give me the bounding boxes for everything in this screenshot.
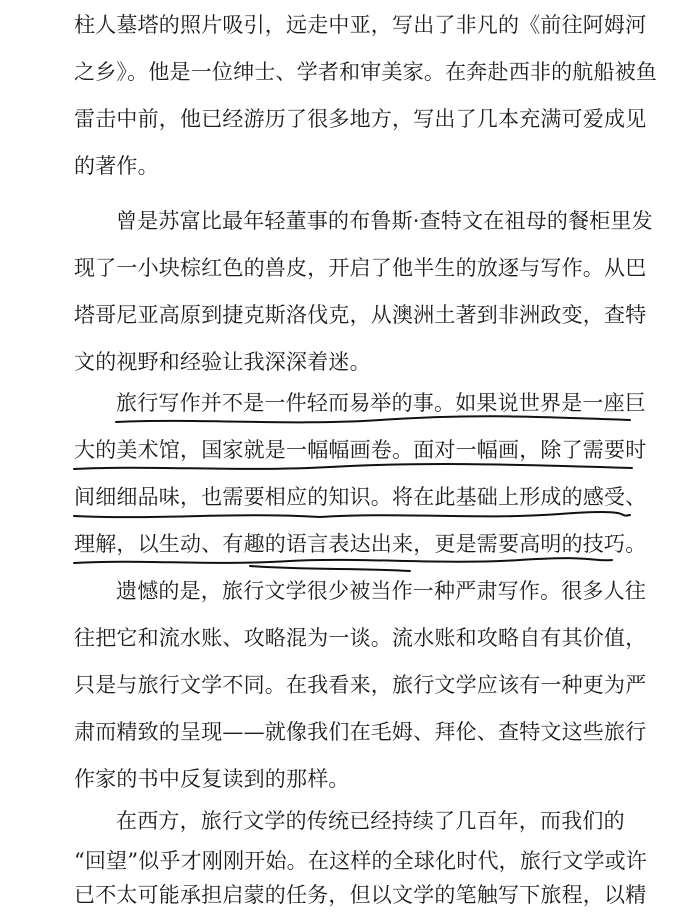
- text-line: 肃而精致的呈现——就像我们在毛姆、拜伦、查特文这些旅行: [74, 720, 647, 744]
- text-line: 雷击中前，他已经游历了很多地方，写出了几本充满可爱成见: [74, 107, 647, 131]
- underline-stroke: [250, 566, 410, 571]
- underlined-text-line: 大的美术馆，国家就是一幅幅画卷。面对一幅画，除了需要时: [74, 438, 647, 462]
- text-line: 塔哥尼亚高原到捷克斯洛伐克，从澳洲土著到非洲政变，查特: [74, 303, 647, 327]
- text-line: 现了一小块棕红色的兽皮，开启了他半生的放逐与写作。从巴: [74, 256, 647, 280]
- text-line: 只是与旅行文学不同。在我看来，旅行文学应该有一种更为严: [74, 673, 647, 697]
- text-line: 在西方，旅行文学的传统已经持续了几百年，而我们的: [116, 809, 625, 833]
- text-line: 柱人墓塔的照片吸引，远走中亚，写出了非凡的《前往阿姆河: [74, 13, 647, 37]
- text-line: 作家的书中反复读到的那样。: [74, 767, 350, 791]
- underlined-text-line: 理解，以生动、有趣的语言表达出来，更是需要高明的技巧。: [74, 532, 647, 556]
- text-line: 文的视野和经验让我深深着迷。: [74, 350, 371, 374]
- text-line: 曾是苏富比最年轻董事的布鲁斯·查特文在祖母的餐柜里发: [116, 209, 653, 233]
- text-line: “回望”似乎才刚刚开始。在这样的全球化时代，旅行文学或许: [74, 849, 648, 873]
- underline-stroke: [74, 512, 630, 517]
- text-line: 往把它和流水账、攻略混为一谈。流水账和攻略自有其价值，: [74, 626, 647, 650]
- text-line: 遗憾的是，旅行文学很少被当作一种严肃写作。很多人往: [116, 579, 646, 603]
- text-line: 的著作。: [74, 154, 159, 178]
- underlined-text-line: 间细细品味，也需要相应的知识。将在此基础上形成的感受、: [74, 485, 647, 509]
- text-line: 之乡》。他是一位绅士、学者和审美家。在奔赴西非的航船被鱼: [74, 60, 658, 84]
- text-line: 已不太可能承担启蒙的任务，但以文学的笔触写下旅程，以精: [74, 883, 647, 907]
- underlined-text-line: 旅行写作并不是一件轻而易举的事。如果说世界是一座巨: [116, 391, 646, 415]
